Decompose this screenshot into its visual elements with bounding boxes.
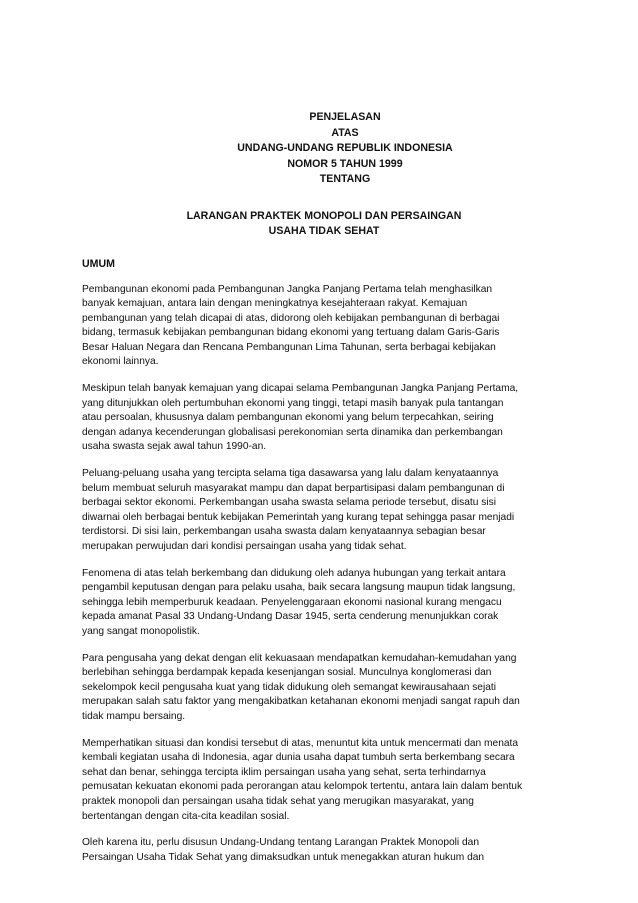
paragraph-line: sehat dan benar, sehingga tercipta iklim persaingan usaha yang sehat, serta terhindarnya [82, 766, 486, 778]
paragraph [82, 467, 588, 555]
paragraph-line: tidak mampu bersaing. [82, 710, 186, 722]
paragraph-line: Fenomena di atas telah berkembang dan didukung oleh adanya hubungan yang terkait antara [82, 567, 506, 579]
paragraph-line: Memperhatikan situasi dan kondisi tersebut di atas, menuntut kita untuk mencermati dan menata [82, 737, 519, 749]
paragraph-line: Meskipun telah banyak kemajuan yang dicapai selama Pembangunan Jangka Panjang Pertama, [82, 383, 519, 395]
heading-line: NOMOR 5 TAHUN 1999 [287, 157, 403, 170]
paragraph-line: pengambil keputusan dengan para pelaku usaha, baik secara langsung maupun tidak langsung, [82, 582, 516, 594]
paragraph-line: Pembangunan ekonomi pada Pembangunan Jangka Panjang Pertama telah menghasilkan [82, 283, 493, 295]
paragraph-line: Besar Haluan Negara dan Rencana Pembangunan Lima Tahunan, serta berbagai kebijakan [82, 341, 496, 353]
document-subject [60, 209, 588, 240]
paragraph [82, 652, 588, 725]
paragraph [82, 567, 588, 640]
paragraph-line: sekelompok kecil pengusaha kuat yang tidak didukung oleh semangat kewirausahaan sejati [82, 681, 496, 693]
paragraph-line: terdistorsi. Di sisi lain, perkembangan usaha swasta dalam kenyataannya sebagian besar [82, 526, 486, 538]
paragraph-line: bidang, termasuk kebijakan pembangunan bidang ekonomi yang tertuang dalam Garis-Garis [82, 327, 500, 339]
paragraph-line: yang sangat monopolistik. [82, 625, 200, 637]
subject-line: LARANGAN PRAKTEK MONOPOLI DAN PERSAINGAN [186, 209, 462, 222]
section-title: UMUM [82, 257, 115, 270]
paragraph-line: atau persoalan, khususnya dalam pembangunan ekonomi yang belum terpecahkan, seiring [82, 412, 494, 424]
paragraph-line: kepada amanat Pasal 33 Undang-Undang Dasar 1945, serta cenderung menunjukkan corak [82, 611, 499, 623]
paragraph-line: kembali kegiatan usaha di Indonesia, agar dunia usaha dapat tumbuh serta berkembang secara [82, 752, 515, 764]
paragraph-line: belum membuat seluruh masyarakat mampu dan dapat berpartisipasi dalam pembangunan di [82, 482, 505, 494]
heading-line: PENJELASAN [309, 111, 381, 123]
paragraph-line: berbagai sektor ekonomi. Perkembangan usaha swasta selama periode tersebut, disatu sisi [82, 497, 496, 509]
paragraph-line: Peluang-peluang usaha yang tercipta selama tiga dasawarsa yang lalu dalam kenyataannya [82, 468, 499, 480]
paragraph [82, 283, 588, 371]
paragraph-line: dengan adanya kecenderungan globalisasi perekonomian serta dinamika dan perkembangan [82, 426, 503, 438]
paragraph-line: merupakan perwujudan dari kondisi persaingan usaha yang tidak sehat. [82, 541, 407, 552]
paragraph [82, 836, 588, 865]
document-heading [102, 110, 588, 188]
heading-line: TENTANG [319, 173, 371, 185]
paragraph-line: ekonomi lainnya. [82, 356, 159, 368]
paragraph-line: banyak kemajuan, antara lain dengan meningkatnya kesejahteraan rakyat. Kemajuan [82, 298, 468, 310]
paragraph-line: diwarnai oleh berbagai bentuk kebijakan Pemerintah yang kurang tepat sehingga pasar menjadi [82, 511, 515, 523]
paragraph-line: pemusatan kekuatan ekonomi pada perorangan atau kelompok tertentu, antara lain dalam bentuk [82, 781, 523, 793]
paragraph-line: berlebihan sehingga berdampak kepada kesenjangan sosial. Munculnya konglomerasi dan [82, 667, 492, 679]
paragraph [82, 382, 588, 455]
paragraph-line: usaha swasta sejak awal tahun 1990-an. [82, 441, 267, 453]
paragraph-line: merupakan salah satu faktor yang mengakibatkan ketahanan ekonomi menjadi sangat rapuh dan [82, 696, 520, 708]
paragraph-line: yang ditunjukkan oleh pertumbuhan ekonomi yang tinggi, tetapi masih banyak pula tantangan [82, 397, 504, 409]
paragraph-line: bertentangan dengan cita-cita keadilan sosial. [82, 810, 290, 822]
paragraph-line: sehingga lebih memperburuk keadaan. Penyelenggaraan ekonomi nasional kurang mengacu [82, 596, 502, 608]
paragraph-line: pembangunan yang telah dicapai di atas, didorong oleh kebijakan pembangunan di berbagai [82, 312, 500, 324]
paragraph [82, 737, 588, 825]
paragraph-line: praktek monopoli dan persaingan usaha tidak sehat yang merugikan masyarakat, yang [82, 795, 474, 807]
paragraph-line: Persaingan Usaha Tidak Sehat yang dimaksudkan untuk menegakkan aturan hukum dan [82, 851, 485, 863]
heading-line: UNDANG-UNDANG REPUBLIK INDONESIA [237, 142, 453, 154]
paragraph-line: Para pengusaha yang dekat dengan elit kekuasaan mendapatkan kemudahan-kemudahan yang [82, 652, 517, 664]
paragraph-line: Oleh karena itu, perlu disusun Undang-Undang tentang Larangan Praktek Monopoli dan [82, 837, 480, 849]
heading-line: ATAS [331, 126, 359, 139]
subject-line: USAHA TIDAK SEHAT [268, 225, 380, 237]
